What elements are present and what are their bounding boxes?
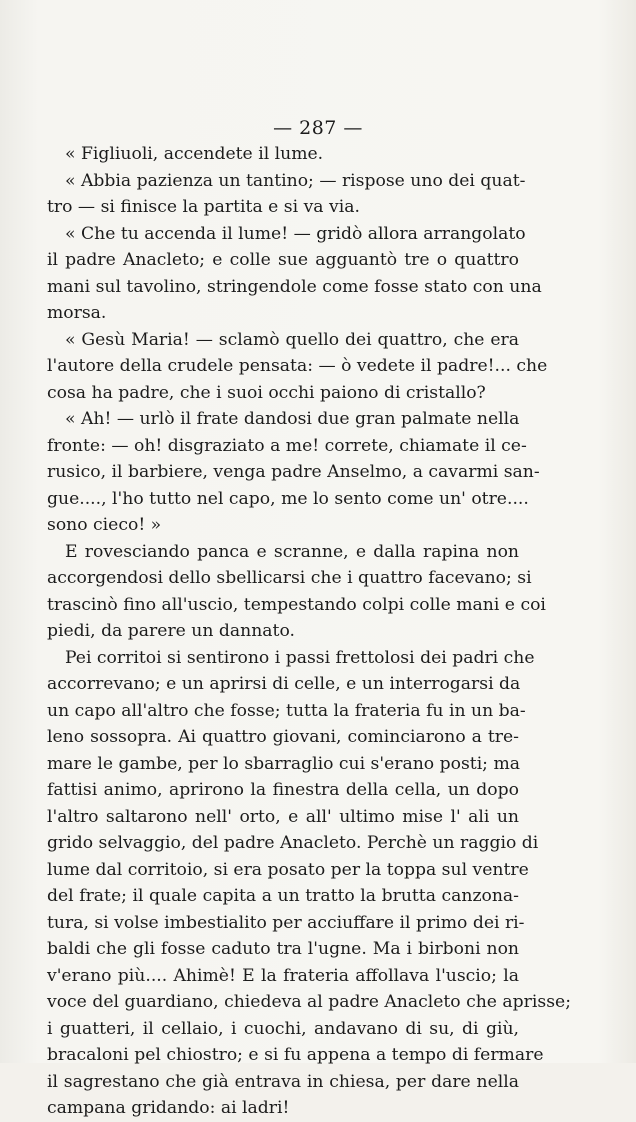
- body-text: [47, 141, 571, 1122]
- text-line: v'erano più.... Ahimè! E la frateria affollava l'uscio; la: [47, 965, 519, 986]
- text-line: campana gridando: ai ladri!: [47, 1098, 290, 1118]
- text-line: « Ah! — urlò il frate dandosi due gran palmate nella: [65, 409, 520, 429]
- text-line: « Abbia pazienza un tantino; — rispose uno dei quat-: [65, 170, 526, 191]
- text-line: gue...., l'ho tutto nel capo, me lo sento come un' otre....: [47, 488, 529, 509]
- text-line: cosa ha padre, che i suoi occhi paiono di cristallo?: [47, 382, 486, 403]
- text-line: « Gesù Maria! — sclamò quello dei quattro, che era: [65, 329, 519, 350]
- text-line: Pei corritoi si sentirono i passi frettolosi dei padri che: [65, 647, 535, 668]
- text-line: rusico, il barbiere, venga padre Anselmo, a cavarmi san-: [47, 462, 540, 482]
- text-line: morsa.: [47, 303, 107, 323]
- text-line: fattisi animo, aprirono la finestra della cella, un dopo: [47, 780, 519, 800]
- text-line: bracaloni pel chiostro; e si fu appena a tempo di fermare: [47, 1045, 544, 1065]
- text-line: del frate; il quale capita a un tratto la brutta canzona-: [47, 886, 519, 906]
- text-line: E rovesciando panca e scranne, e dalla rapina non: [65, 541, 519, 562]
- text-line: l'autore della crudele pensata: — ò vedete il padre!... che: [47, 356, 548, 376]
- page-number: — 287 —: [273, 117, 363, 139]
- text-line: trascinò fino all'uscio, tempestando colpi colle mani e coi: [47, 594, 546, 615]
- text-line: il padre Anacleto; e colle sue agguantò tre o quattro: [47, 250, 519, 270]
- text-line: lume dal corritoio, si era posato per la toppa sul ventre: [47, 859, 529, 880]
- text-line: grido selvaggio, del padre Anacleto. Perchè un raggio di: [47, 833, 539, 853]
- text-line: accorrevano; e un aprirsi di celle, e un interrogarsi da: [47, 674, 521, 694]
- text-line: l'altro saltarono nell' orto, e all' ultimo mise l' ali un: [47, 806, 519, 827]
- text-line: « Che tu accenda il lume! — gridò allora arrangolato: [65, 223, 526, 244]
- text-line: il sagrestano che già entrava in chiesa, per dare nella: [47, 1071, 519, 1092]
- text-line: accorgendosi dello sbellicarsi che i quattro facevano; si: [47, 568, 532, 588]
- text-line: leno sossopra. Ai quattro giovani, cominciarono a tre-: [47, 727, 519, 747]
- text-line: voce del guardiano, chiedeva al padre Anacleto che aprisse;: [47, 992, 571, 1012]
- text-line: i guatteri, il cellaio, i cuochi, andavano di su, di giù,: [47, 1018, 519, 1039]
- text-line: fronte: — oh! disgraziato a me! correte, chiamate il ce-: [47, 435, 527, 456]
- text-line: piedi, da parere un dannato.: [47, 621, 295, 641]
- text-line: « Figliuoli, accendete il lume.: [65, 144, 324, 164]
- text-line: mare le gambe, per lo sbarraglio cui s'erano posti; ma: [47, 753, 520, 774]
- text-line: tura, si volse imbestialito per acciuffare il primo dei ri-: [47, 912, 525, 933]
- text-line: tro — si finisce la partita e si va via.: [47, 197, 360, 217]
- text-line: mani sul tavolino, stringendole come fosse stato con una: [47, 276, 542, 297]
- text-line: baldi che gli fosse caduto tra l'ugne. Ma i birboni non: [47, 939, 519, 959]
- text-line: sono cieco! »: [47, 515, 162, 535]
- text-line: un capo all'altro che fosse; tutta la frateria fu in un ba-: [47, 700, 526, 721]
